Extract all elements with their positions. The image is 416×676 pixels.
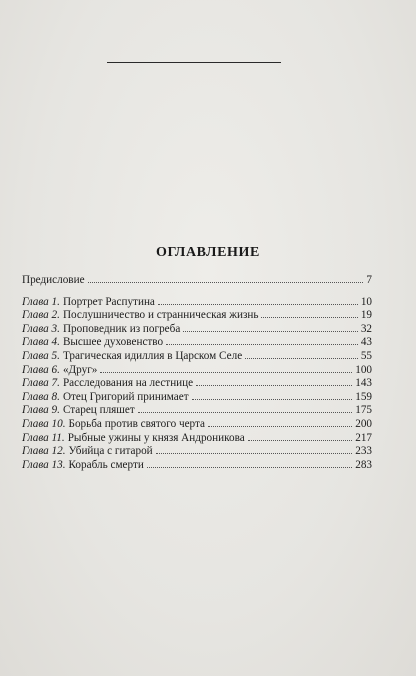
chapter-label: Глава 3. <box>22 322 60 335</box>
toc-entry-chapter-3[interactable] <box>22 323 372 337</box>
toc-entry-page: 159 <box>355 390 372 403</box>
toc-entry-chapter-1[interactable] <box>22 296 372 310</box>
toc-entry-page: 55 <box>360 349 372 362</box>
dot-leader <box>156 453 353 454</box>
toc-entry-title: Высшее духовенство <box>62 336 164 349</box>
dot-leader <box>88 282 364 283</box>
toc-entry-page: 283 <box>355 458 372 471</box>
toc-entry-page: 19 <box>360 309 372 322</box>
toc-entry-title: Трагическая идиллия в Царском Селе <box>62 349 243 362</box>
toc-entry-title: Убийца с гитарой <box>68 445 153 458</box>
toc-entry-title: Отец Григорий принимает <box>62 390 189 403</box>
toc-entry-page: 43 <box>360 336 372 349</box>
toc-entry-title: Корабль смерти <box>68 458 144 471</box>
chapter-label: Глава 10. <box>22 417 66 430</box>
dot-leader <box>261 317 357 318</box>
toc-entry-chapter-12[interactable] <box>22 445 372 459</box>
dot-leader <box>166 344 358 345</box>
toc-entry-page: 143 <box>355 377 372 390</box>
dot-leader <box>147 467 352 468</box>
chapter-label: Глава 1. <box>22 295 60 308</box>
toc-entry-chapter-7[interactable] <box>22 377 372 391</box>
dot-leader <box>245 358 358 359</box>
toc-entry-title: Предисловие <box>22 274 85 286</box>
toc-entry-chapter-2[interactable] <box>22 309 372 323</box>
chapter-label: Глава 2. <box>22 309 60 322</box>
toc-entry-chapter-4[interactable] <box>22 336 372 350</box>
chapter-label: Глава 7. <box>22 377 60 390</box>
toc-entry-title: Проповедник из погреба <box>62 322 181 335</box>
chapter-label: Глава 13. <box>22 458 66 471</box>
dot-leader <box>248 440 353 441</box>
toc-entry-chapter-13[interactable] <box>22 459 372 473</box>
toc-entry-chapter-5[interactable] <box>22 350 372 364</box>
dot-leader <box>183 331 358 332</box>
toc-entry-page: 200 <box>355 417 372 430</box>
dot-leader <box>158 304 358 305</box>
toc-entry-title: Старец пляшет <box>62 404 135 417</box>
toc-entry-chapter-8[interactable] <box>22 391 372 405</box>
toc-entry-title: «Друг» <box>62 363 98 376</box>
chapter-label: Глава 8. <box>22 390 60 403</box>
toc-entry-page: 32 <box>360 322 372 335</box>
toc-entry-title: Расследования на лестнице <box>62 377 194 390</box>
chapter-label: Глава 9. <box>22 404 60 417</box>
toc-entry-chapter-6[interactable] <box>22 364 372 378</box>
toc-entry-page: 217 <box>355 431 372 444</box>
toc-entry-title: Борьба против святого черта <box>68 417 205 430</box>
chapter-label: Глава 11. <box>22 431 65 444</box>
toc-entry-page: 175 <box>355 404 372 417</box>
toc-entry-page: 100 <box>355 363 372 376</box>
dot-leader <box>138 412 352 413</box>
dot-leader <box>192 399 353 400</box>
toc-entry-page: 233 <box>355 445 372 458</box>
chapter-label: Глава 12. <box>22 445 66 458</box>
table-of-contents <box>22 274 372 472</box>
toc-entry-chapter-10[interactable] <box>22 418 372 432</box>
chapter-label: Глава 6. <box>22 363 60 376</box>
dot-leader <box>196 385 352 386</box>
toc-entry-title: Послушничество и странническая жизнь <box>62 309 259 322</box>
dot-leader <box>208 426 352 427</box>
toc-entry-page: 10 <box>360 295 372 308</box>
toc-entry-title: Рыбные ужины у князя Андроникова <box>67 431 245 444</box>
chapter-label: Глава 4. <box>22 336 60 349</box>
toc-entry-chapter-11[interactable] <box>22 432 372 446</box>
toc-entry-preface[interactable] <box>22 274 372 288</box>
toc-heading: ОГЛАВЛЕНИЕ <box>156 245 260 260</box>
header-rule <box>107 62 281 63</box>
dot-leader <box>100 372 352 373</box>
chapter-label: Глава 5. <box>22 349 60 362</box>
toc-entry-chapter-9[interactable] <box>22 404 372 418</box>
toc-entry-page: 7 <box>366 274 372 286</box>
toc-entry-title: Портрет Распутина <box>62 295 155 308</box>
